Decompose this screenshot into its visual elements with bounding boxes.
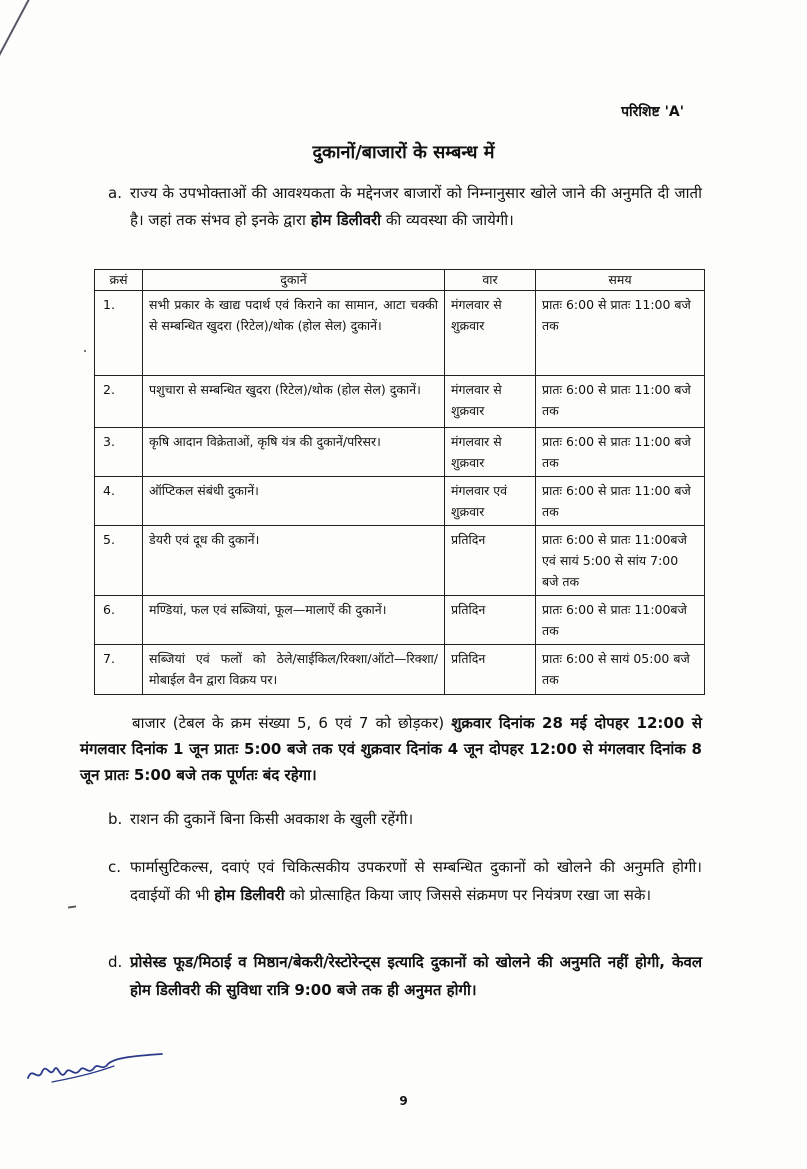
cell-days: प्रतिदिन — [445, 645, 536, 695]
paragraph-marker: a. — [108, 184, 122, 202]
table-row — [95, 291, 705, 376]
closure-dates-emphasis: शुक्रवार दिनांक 28 मई दोपहर 12:00 से मंगलवार दिनांक 1 जून प्रातः 5:00 बजे तक एवं शुक्रवार दिनांक 4 जून दोपहर 12:00 से मंगलवार दिनांक 8 जून प्रातः 5:00 बजे तक पूर्णतः बंद रहेगा। — [80, 714, 703, 784]
cell-shops: सब्जियां एवं फलों को ठेले/साईकिल/रिक्शा/ऑटो—रिक्शा/मोबाईल वैन द्वारा विक्रय पर। — [143, 645, 445, 695]
paragraph-text: फार्मासुटिकल्स, दवाएं एवं चिकित्सकीय उपकरणों से सम्बन्धित दुकानों को खोलने की अनुमति होगी। दवाईयों की भी — [130, 858, 702, 904]
paragraph-marker: c. — [108, 858, 122, 876]
annex-label: परिशिष्ट 'A' — [621, 104, 684, 120]
cell-time: प्रातः 6:00 से प्रातः 11:00 बजे तक — [536, 428, 705, 477]
cell-days: मंगलवार से शुक्रवार — [445, 376, 536, 428]
home-delivery-emphasis: होम डिलीवरी — [310, 211, 382, 229]
cell-serial: 4. — [95, 477, 143, 526]
paragraph-c — [108, 853, 702, 909]
paragraph-marker: b. — [108, 810, 123, 828]
cell-time: प्रातः 6:00 से प्रातः 11:00 बजे तक — [536, 376, 705, 428]
cell-time: प्रातः 6:00 से सायं 05:00 बजे तक — [536, 645, 705, 695]
paragraph-b — [108, 806, 702, 833]
table-row — [95, 526, 705, 596]
paragraph-a — [108, 180, 702, 234]
page-number: 9 — [399, 1094, 408, 1108]
header-time: समय — [536, 270, 705, 291]
page-title: दुकानों/बाजारों के सम्बन्ध में — [312, 142, 495, 163]
header-days: वार — [445, 270, 536, 291]
stray-dot — [84, 350, 86, 352]
paragraph-text: राशन की दुकानें बिना किसी अवकाश के खुली रहेंगी। — [130, 810, 414, 828]
cell-serial: 3. — [95, 428, 143, 477]
cell-shops: कृषि आदान विक्रेताओं, कृषि यंत्र की दुकानें/परिसर। — [143, 428, 445, 477]
cell-days: मंगलवार से शुक्रवार — [445, 291, 536, 376]
paragraph-text-bold: प्रोसेस्ड फूड/मिठाई व मिष्ठान/बेकरी/रेस्टोरेन्ट्स इत्यादि दुकानों को खोलने की अनुमति नहीं होगी, केवल होम डिलीवरी की सुविधा रात्रि 9:00 बजे तक ही अनुमत होगी। — [130, 953, 702, 999]
cell-shops: सभी प्रकार के खाद्य पदार्थ एवं किराने का सामान, आटा चक्की से सम्बन्धित खुदरा (रिटेल)/थोक (होल सेल) दुकानें। — [143, 291, 445, 376]
margin-pen-stroke — [0, 0, 58, 61]
table-row — [95, 596, 705, 645]
cell-shops: मण्डियां, फल एवं सब्जियां, फूल—मालाऐं की दुकानें। — [143, 596, 445, 645]
cell-days: प्रतिदिन — [445, 596, 536, 645]
cell-time: प्रातः 6:00 से प्रातः 11:00 बजे तक — [536, 291, 705, 376]
paragraph-marker: d. — [108, 953, 123, 971]
cell-time: प्रातः 6:00 से प्रातः 11:00बजे तक — [536, 596, 705, 645]
shops-table — [94, 269, 705, 695]
market-closure-notice — [80, 710, 702, 788]
cell-days: प्रतिदिन — [445, 526, 536, 596]
stray-mark — [68, 905, 76, 908]
paragraph-text-end: को प्रोत्साहित किया जाए जिससे संक्रमण पर नियंत्रण रखा जा सके। — [284, 886, 652, 904]
home-delivery-emphasis: होम डिलीवरी — [214, 886, 285, 904]
header-shops: दुकानें — [143, 270, 445, 291]
cell-serial: 5. — [95, 526, 143, 596]
cell-time: प्रातः 6:00 से प्रातः 11:00 बजे तक — [536, 477, 705, 526]
signature-scribble — [22, 1048, 172, 1088]
cell-days: मंगलवार एवं शुक्रवार — [445, 477, 536, 526]
closure-text: बाजार (टेबल के क्रम संख्या 5, 6 एवं 7 को छोड़कर) — [132, 714, 452, 732]
table-row — [95, 645, 705, 695]
cell-time: प्रातः 6:00 से प्रातः 11:00बजे एवं सायं 5:00 से सांय 7:00 बजे तक — [536, 526, 705, 596]
table-row — [95, 428, 705, 477]
table-row — [95, 376, 705, 428]
paragraph-text-end: की व्यवस्था की जायेगी। — [381, 211, 514, 229]
paragraph-d — [108, 948, 702, 1004]
cell-serial: 6. — [95, 596, 143, 645]
cell-days: मंगलवार से शुक्रवार — [445, 428, 536, 477]
table-header-row — [95, 270, 705, 291]
paragraph-text: राज्य के उपभोक्ताओं की आवश्यकता के मद्देनजर बाजारों को निम्नानुसार खोले जाने की अनुमति दी जाती है। जहां तक संभव हो इनके द्वारा — [130, 184, 702, 229]
cell-serial: 7. — [95, 645, 143, 695]
header-serial: क्रसं — [95, 270, 143, 291]
cell-serial: 1. — [95, 291, 143, 376]
cell-shops: पशुचारा से सम्बन्धित खुदरा (रिटेल)/थोक (होल सेल) दुकानें। — [143, 376, 445, 428]
cell-shops: डेयरी एवं दूध की दुकानें। — [143, 526, 445, 596]
table-row — [95, 477, 705, 526]
cell-shops: ऑप्टिकल संबंधी दुकानें। — [143, 477, 445, 526]
cell-serial: 2. — [95, 376, 143, 428]
